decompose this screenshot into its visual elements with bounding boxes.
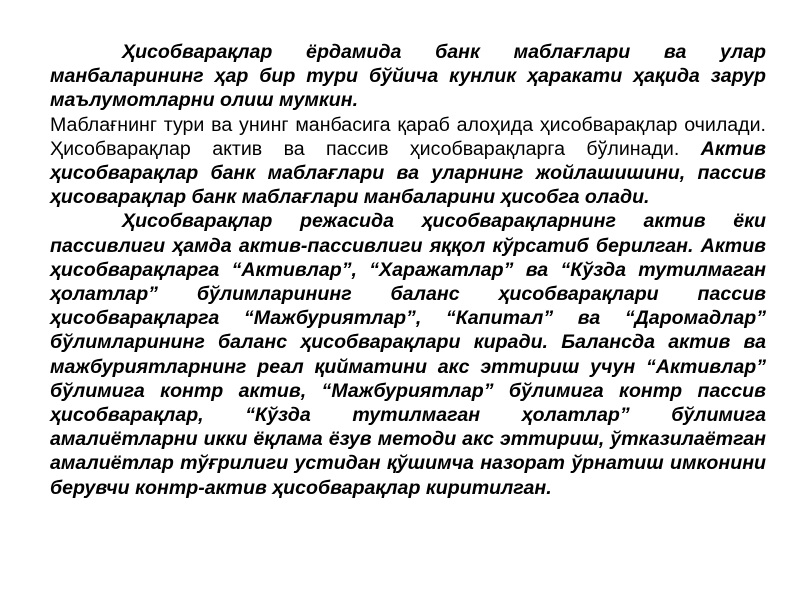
paragraph-2 — [50, 113, 766, 210]
paragraph-2-normal-run: Маблағнинг тури ва унинг манбасига қараб алоҳида ҳисобварақлар очилади. Ҳисобварақлар актив ва пассив ҳисобварақларга бўлинади. — [50, 113, 766, 160]
paragraph-3: Ҳисобварақлар режасида ҳисобварақларнинг актив ёки пассивлиги ҳамда актив-пассивлиги яққол кўрсатиб берилган. Актив ҳисобварақларга “Активлар”, “Харажатлар” ва “Кўзда тутилмаган ҳолатлар” бўлимларининг баланс ҳисобварақлари пассив ҳисобварақларга “Мажбуриятлар”, “Капитал” ва “Даромадлар” бўлимларининг баланс ҳисобварақлари киради. Балансда актив ва мажбуриятларнинг реал қийматини акс эттириш учун “Активлар” бўлимига контр актив, “Мажбуриятлар” бўлимига контр пассив ҳисобварақлар, “Кўзда тутилмаган ҳолатлар” бўлимига амалиётларни икки ёқлама ёзув методи акс эттириш, ўтказилаётган амалиётлар тўғрилиги устидан қўшимча назорат ўрнатиш имконини берувчи контр-актив ҳисобварақлар киритилган. — [50, 210, 766, 499]
paragraph-2-emphasis-run: Актив ҳисобварақлар банк маблағлари ва уларнинг жойлашишини, пассив ҳисоварақлар банк маблағлари манбаларини ҳисобга олади. — [50, 137, 766, 209]
paragraph-1: Ҳисобварақлар ёрдамида банк маблағлари ва улар манбаларининг ҳар бир тури бўйича кунлик ҳаракати ҳақида зарур маълумотларни олиш мумкин. — [50, 41, 766, 112]
document-page — [50, 40, 766, 500]
